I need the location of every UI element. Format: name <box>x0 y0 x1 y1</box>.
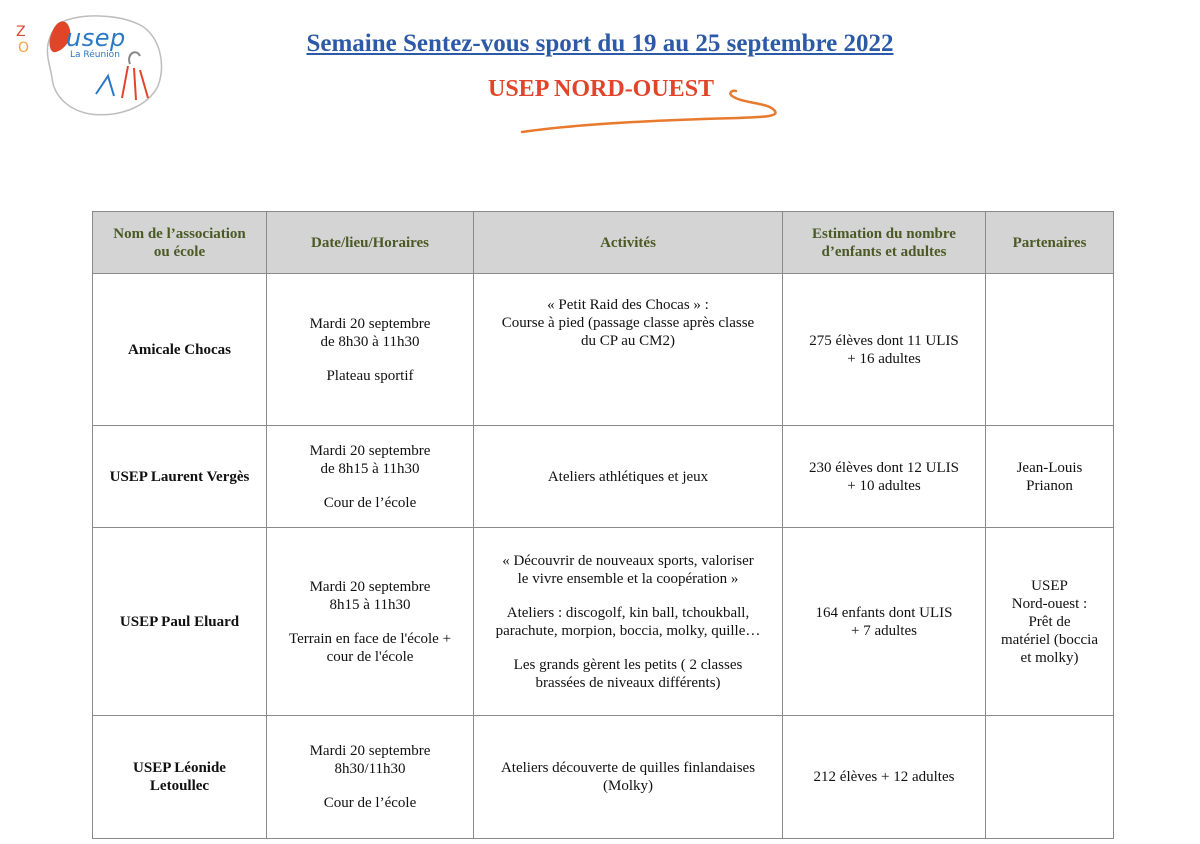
logo-text: usep <box>66 24 126 52</box>
cell-date: Mardi 20 septembre de 8h30 à 11h30 Plateau sportif <box>267 274 474 426</box>
cell-partners: USEP Nord-ouest : Prêt de matériel (boccia et molky) <box>986 528 1114 716</box>
cell-estimation: 164 enfants dont ULIS + 7 adultes <box>783 528 986 716</box>
cell-name: Amicale Chocas <box>93 274 267 426</box>
cell-estimation: 230 élèves dont 12 ULIS + 10 adultes <box>783 426 986 528</box>
page-subtitle: USEP NORD-OUEST <box>488 76 715 102</box>
header-cell-name: Nom de l’association ou école <box>93 212 267 274</box>
svg-text:Z: Z <box>16 24 26 40</box>
usep-logo <box>10 6 170 126</box>
header-cell-partners: Partenaires <box>986 212 1114 274</box>
cell-name: USEP Léonide Letoullec <box>93 716 267 839</box>
table-row <box>93 426 1114 528</box>
page-title: Semaine Sentez-vous sport du 19 au 25 septembre 2022 <box>306 30 894 57</box>
cell-partners: Jean-Louis Prianon <box>986 426 1114 528</box>
header-cell-date: Date/lieu/Horaires <box>267 212 474 274</box>
cell-name: USEP Paul Eluard <box>93 528 267 716</box>
table-row <box>93 716 1114 839</box>
table-header-row <box>93 212 1114 274</box>
cell-estimation: 212 élèves + 12 adultes <box>783 716 986 839</box>
cell-activities: Ateliers découverte de quilles finlandaises (Molky) <box>474 716 783 839</box>
cell-activities: « Petit Raid des Chocas » : Course à pied (passage classe après classe du CP au CM2) <box>474 274 783 426</box>
header-cell-activities: Activités <box>474 212 783 274</box>
svg-text:O: O <box>18 40 30 56</box>
header-cell-estimation: Estimation du nombre d’enfants et adultes <box>783 212 986 274</box>
squiggle-underline-icon <box>518 84 784 140</box>
cell-date: Mardi 20 septembre 8h15 à 11h30 Terrain en face de l'école + cour de l'école <box>267 528 474 716</box>
cell-date: Mardi 20 septembre 8h30/11h30 Cour de l’école <box>267 716 474 839</box>
table-row <box>93 528 1114 716</box>
cell-activities: Ateliers athlétiques et jeux <box>474 426 783 528</box>
schedule-table <box>92 211 1114 839</box>
logo-subtext: La Réunion <box>70 50 120 60</box>
cell-date: Mardi 20 septembre de 8h15 à 11h30 Cour de l’école <box>267 426 474 528</box>
cell-partners <box>986 274 1114 426</box>
cell-activities: « Découvrir de nouveaux sports, valoriser le vivre ensemble et la coopération » Ateliers : discogolf, kin ball, tchoukball, parachute, morpion, boccia, molky, quille… Les grands gèrent les petits ( 2 classes brassées de niveaux différents) <box>474 528 783 716</box>
cell-name: USEP Laurent Vergès <box>93 426 267 528</box>
cell-estimation: 275 élèves dont 11 ULIS + 16 adultes <box>783 274 986 426</box>
cell-partners <box>986 716 1114 839</box>
table-row <box>93 274 1114 426</box>
